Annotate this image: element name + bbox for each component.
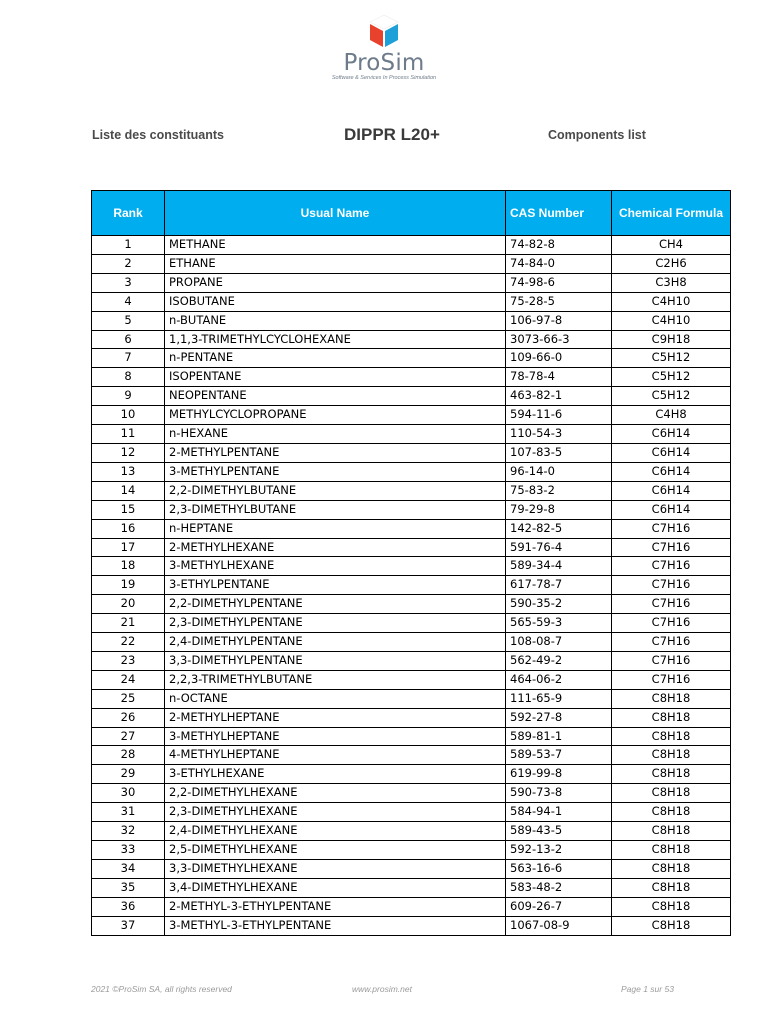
table-row <box>92 803 731 822</box>
table-row <box>92 311 731 330</box>
cell-usual-name: 2,2-DIMETHYLBUTANE <box>165 481 506 500</box>
cell-formula: C7H16 <box>612 519 731 538</box>
cell-usual-name: 2,5-DIMETHYLHEXANE <box>165 841 506 860</box>
table-row <box>92 708 731 727</box>
table-row <box>92 538 731 557</box>
cell-formula: C7H16 <box>612 538 731 557</box>
cell-cas-number: 78-78-4 <box>506 368 612 387</box>
cell-formula: C2H6 <box>612 254 731 273</box>
cell-cas-number: 589-53-7 <box>506 746 612 765</box>
table-row <box>92 841 731 860</box>
cell-usual-name: 2,3-DIMETHYLBUTANE <box>165 500 506 519</box>
cell-formula: C8H18 <box>612 841 731 860</box>
cell-usual-name: ISOBUTANE <box>165 292 506 311</box>
table-row <box>92 727 731 746</box>
cell-formula: C7H16 <box>612 651 731 670</box>
cell-formula: C8H18 <box>612 746 731 765</box>
cell-formula: C6H14 <box>612 500 731 519</box>
column-header-cas-number: CAS Number <box>506 191 612 236</box>
cell-cas-number: 142-82-5 <box>506 519 612 538</box>
cell-usual-name: 1,1,3-TRIMETHYLCYCLOHEXANE <box>165 330 506 349</box>
cell-cas-number: 592-13-2 <box>506 841 612 860</box>
cell-formula: C8H18 <box>612 897 731 916</box>
table-row <box>92 765 731 784</box>
cell-usual-name: 2-METHYLHEXANE <box>165 538 506 557</box>
cell-formula: C7H16 <box>612 670 731 689</box>
cell-rank: 34 <box>92 859 165 878</box>
table-row <box>92 689 731 708</box>
table-row <box>92 254 731 273</box>
cell-cas-number: 111-65-9 <box>506 689 612 708</box>
cell-rank: 14 <box>92 481 165 500</box>
cell-cas-number: 463-82-1 <box>506 387 612 406</box>
cell-usual-name: 2-METHYLHEPTANE <box>165 708 506 727</box>
cell-cas-number: 110-54-3 <box>506 425 612 444</box>
cell-rank: 31 <box>92 803 165 822</box>
table-row <box>92 614 731 633</box>
cell-formula: C6H14 <box>612 443 731 462</box>
table-row <box>92 878 731 897</box>
cell-rank: 26 <box>92 708 165 727</box>
cell-cas-number: 106-97-8 <box>506 311 612 330</box>
cell-rank: 7 <box>92 349 165 368</box>
cell-usual-name: 2,4-DIMETHYLHEXANE <box>165 822 506 841</box>
cell-rank: 27 <box>92 727 165 746</box>
cell-formula: C5H12 <box>612 368 731 387</box>
cell-rank: 13 <box>92 462 165 481</box>
cell-usual-name: 4-METHYLHEPTANE <box>165 746 506 765</box>
header-french-title: Liste des constituants <box>92 128 224 142</box>
cell-cas-number: 79-29-8 <box>506 500 612 519</box>
cell-rank: 5 <box>92 311 165 330</box>
cell-formula: C7H16 <box>612 595 731 614</box>
table-row <box>92 273 731 292</box>
cell-cas-number: 590-73-8 <box>506 784 612 803</box>
cell-formula: C6H14 <box>612 481 731 500</box>
components-table <box>91 190 731 936</box>
table-row <box>92 859 731 878</box>
cell-usual-name: 2,2,3-TRIMETHYLBUTANE <box>165 670 506 689</box>
table-row <box>92 368 731 387</box>
cell-usual-name: 2,3-DIMETHYLHEXANE <box>165 803 506 822</box>
cell-usual-name: 3,4-DIMETHYLHEXANE <box>165 878 506 897</box>
cell-formula: C8H18 <box>612 727 731 746</box>
table-body <box>92 236 731 936</box>
prosim-cube-icon <box>367 14 401 48</box>
cell-rank: 10 <box>92 406 165 425</box>
table-row <box>92 822 731 841</box>
table-row <box>92 595 731 614</box>
column-header-rank: Rank <box>92 191 165 236</box>
column-header-chemical-formula: Chemical Formula <box>612 191 731 236</box>
cell-cas-number: 563-16-6 <box>506 859 612 878</box>
cell-usual-name: 3,3-DIMETHYLPENTANE <box>165 651 506 670</box>
cell-usual-name: ETHANE <box>165 254 506 273</box>
cell-cas-number: 75-28-5 <box>506 292 612 311</box>
cell-formula: C8H18 <box>612 859 731 878</box>
cell-rank: 22 <box>92 633 165 652</box>
prosim-logo <box>0 14 768 81</box>
cell-formula: C8H18 <box>612 784 731 803</box>
cell-usual-name: n-BUTANE <box>165 311 506 330</box>
cell-usual-name: 2-METHYL-3-ETHYLPENTANE <box>165 897 506 916</box>
cell-rank: 35 <box>92 878 165 897</box>
cell-formula: C5H12 <box>612 349 731 368</box>
cell-usual-name: 2-METHYLPENTANE <box>165 443 506 462</box>
header-english-title: Components list <box>548 128 646 142</box>
cell-cas-number: 583-48-2 <box>506 878 612 897</box>
cell-cas-number: 591-76-4 <box>506 538 612 557</box>
cell-cas-number: 107-83-5 <box>506 443 612 462</box>
cell-rank: 15 <box>92 500 165 519</box>
cell-formula: C8H18 <box>612 822 731 841</box>
table-row <box>92 349 731 368</box>
cell-formula: C7H16 <box>612 614 731 633</box>
cell-usual-name: 3-METHYL-3-ETHYLPENTANE <box>165 916 506 935</box>
cell-rank: 8 <box>92 368 165 387</box>
table-row <box>92 519 731 538</box>
cell-formula: C8H18 <box>612 689 731 708</box>
column-header-usual-name: Usual Name <box>165 191 506 236</box>
cell-cas-number: 1067-08-9 <box>506 916 612 935</box>
table-row <box>92 557 731 576</box>
cell-rank: 1 <box>92 236 165 255</box>
table-row <box>92 500 731 519</box>
cell-rank: 33 <box>92 841 165 860</box>
table-row <box>92 784 731 803</box>
cell-rank: 18 <box>92 557 165 576</box>
table-row <box>92 406 731 425</box>
cell-usual-name: PROPANE <box>165 273 506 292</box>
cell-cas-number: 3073-66-3 <box>506 330 612 349</box>
cell-usual-name: 2,3-DIMETHYLPENTANE <box>165 614 506 633</box>
cell-rank: 36 <box>92 897 165 916</box>
cell-rank: 21 <box>92 614 165 633</box>
cell-formula: C7H16 <box>612 576 731 595</box>
cell-formula: C8H18 <box>612 803 731 822</box>
cell-usual-name: n-PENTANE <box>165 349 506 368</box>
cell-usual-name: METHYLCYCLOPROPANE <box>165 406 506 425</box>
cell-rank: 25 <box>92 689 165 708</box>
cell-rank: 2 <box>92 254 165 273</box>
cell-usual-name: 3-ETHYLPENTANE <box>165 576 506 595</box>
cell-rank: 11 <box>92 425 165 444</box>
cell-formula: C7H16 <box>612 633 731 652</box>
cell-usual-name: 3,3-DIMETHYLHEXANE <box>165 859 506 878</box>
table-row <box>92 746 731 765</box>
cell-cas-number: 590-35-2 <box>506 595 612 614</box>
footer-page-number: Page 1 sur 53 <box>621 984 674 994</box>
logo-wordmark: ProSim <box>343 50 425 76</box>
cell-rank: 24 <box>92 670 165 689</box>
cell-rank: 29 <box>92 765 165 784</box>
cell-formula: C8H18 <box>612 765 731 784</box>
footer-copyright: 2021 ©ProSim SA, all rights reserved <box>91 984 232 994</box>
cell-cas-number: 589-43-5 <box>506 822 612 841</box>
cell-rank: 12 <box>92 443 165 462</box>
cell-rank: 6 <box>92 330 165 349</box>
cell-formula: C6H14 <box>612 462 731 481</box>
cell-formula: C6H14 <box>612 425 731 444</box>
footer-website-link[interactable]: www.prosim.net <box>352 984 412 994</box>
cell-rank: 28 <box>92 746 165 765</box>
table-row <box>92 443 731 462</box>
cell-usual-name: 3-ETHYLHEXANE <box>165 765 506 784</box>
cell-rank: 4 <box>92 292 165 311</box>
table-row <box>92 576 731 595</box>
table-row <box>92 670 731 689</box>
table-row <box>92 916 731 935</box>
cell-cas-number: 74-98-6 <box>506 273 612 292</box>
table-row <box>92 387 731 406</box>
cell-usual-name: n-OCTANE <box>165 689 506 708</box>
cell-usual-name: 2,2-DIMETHYLHEXANE <box>165 784 506 803</box>
cell-cas-number: 109-66-0 <box>506 349 612 368</box>
cell-cas-number: 108-08-7 <box>506 633 612 652</box>
cell-formula: CH4 <box>612 236 731 255</box>
table-row <box>92 236 731 255</box>
cell-rank: 20 <box>92 595 165 614</box>
cell-cas-number: 74-82-8 <box>506 236 612 255</box>
cell-rank: 16 <box>92 519 165 538</box>
cell-usual-name: 3-METHYLHEXANE <box>165 557 506 576</box>
cell-cas-number: 619-99-8 <box>506 765 612 784</box>
cell-formula: C8H18 <box>612 708 731 727</box>
cell-cas-number: 589-34-4 <box>506 557 612 576</box>
cell-formula: C5H12 <box>612 387 731 406</box>
table-row <box>92 633 731 652</box>
table-row <box>92 481 731 500</box>
table-row <box>92 462 731 481</box>
cell-usual-name: 3-METHYLPENTANE <box>165 462 506 481</box>
cell-rank: 17 <box>92 538 165 557</box>
cell-formula: C8H18 <box>612 878 731 897</box>
cell-usual-name: METHANE <box>165 236 506 255</box>
cell-formula: C7H16 <box>612 557 731 576</box>
cell-rank: 3 <box>92 273 165 292</box>
table-row <box>92 897 731 916</box>
cell-cas-number: 609-26-7 <box>506 897 612 916</box>
cell-rank: 30 <box>92 784 165 803</box>
cell-formula: C9H18 <box>612 330 731 349</box>
cell-rank: 37 <box>92 916 165 935</box>
cell-cas-number: 589-81-1 <box>506 727 612 746</box>
cell-formula: C8H18 <box>612 916 731 935</box>
logo-tagline: Software & Services In Process Simulation <box>331 75 437 81</box>
cell-rank: 32 <box>92 822 165 841</box>
cell-usual-name: NEOPENTANE <box>165 387 506 406</box>
table-row <box>92 425 731 444</box>
cell-formula: C3H8 <box>612 273 731 292</box>
cell-cas-number: 594-11-6 <box>506 406 612 425</box>
cell-cas-number: 75-83-2 <box>506 481 612 500</box>
cell-formula: C4H8 <box>612 406 731 425</box>
cell-cas-number: 617-78-7 <box>506 576 612 595</box>
cell-rank: 9 <box>92 387 165 406</box>
cell-usual-name: n-HEPTANE <box>165 519 506 538</box>
cell-rank: 23 <box>92 651 165 670</box>
cell-usual-name: n-HEXANE <box>165 425 506 444</box>
cell-cas-number: 584-94-1 <box>506 803 612 822</box>
cell-cas-number: 464-06-2 <box>506 670 612 689</box>
cell-cas-number: 562-49-2 <box>506 651 612 670</box>
cell-formula: C4H10 <box>612 311 731 330</box>
cell-cas-number: 592-27-8 <box>506 708 612 727</box>
cell-cas-number: 96-14-0 <box>506 462 612 481</box>
table-row <box>92 651 731 670</box>
cell-usual-name: 2,2-DIMETHYLPENTANE <box>165 595 506 614</box>
header-database-title: DIPPR L20+ <box>344 125 440 144</box>
cell-usual-name: 3-METHYLHEPTANE <box>165 727 506 746</box>
cell-usual-name: 2,4-DIMETHYLPENTANE <box>165 633 506 652</box>
table-row <box>92 292 731 311</box>
cell-usual-name: ISOPENTANE <box>165 368 506 387</box>
cell-rank: 19 <box>92 576 165 595</box>
cell-cas-number: 565-59-3 <box>506 614 612 633</box>
table-row <box>92 330 731 349</box>
cell-cas-number: 74-84-0 <box>506 254 612 273</box>
table-header-row <box>92 191 731 236</box>
cell-formula: C4H10 <box>612 292 731 311</box>
